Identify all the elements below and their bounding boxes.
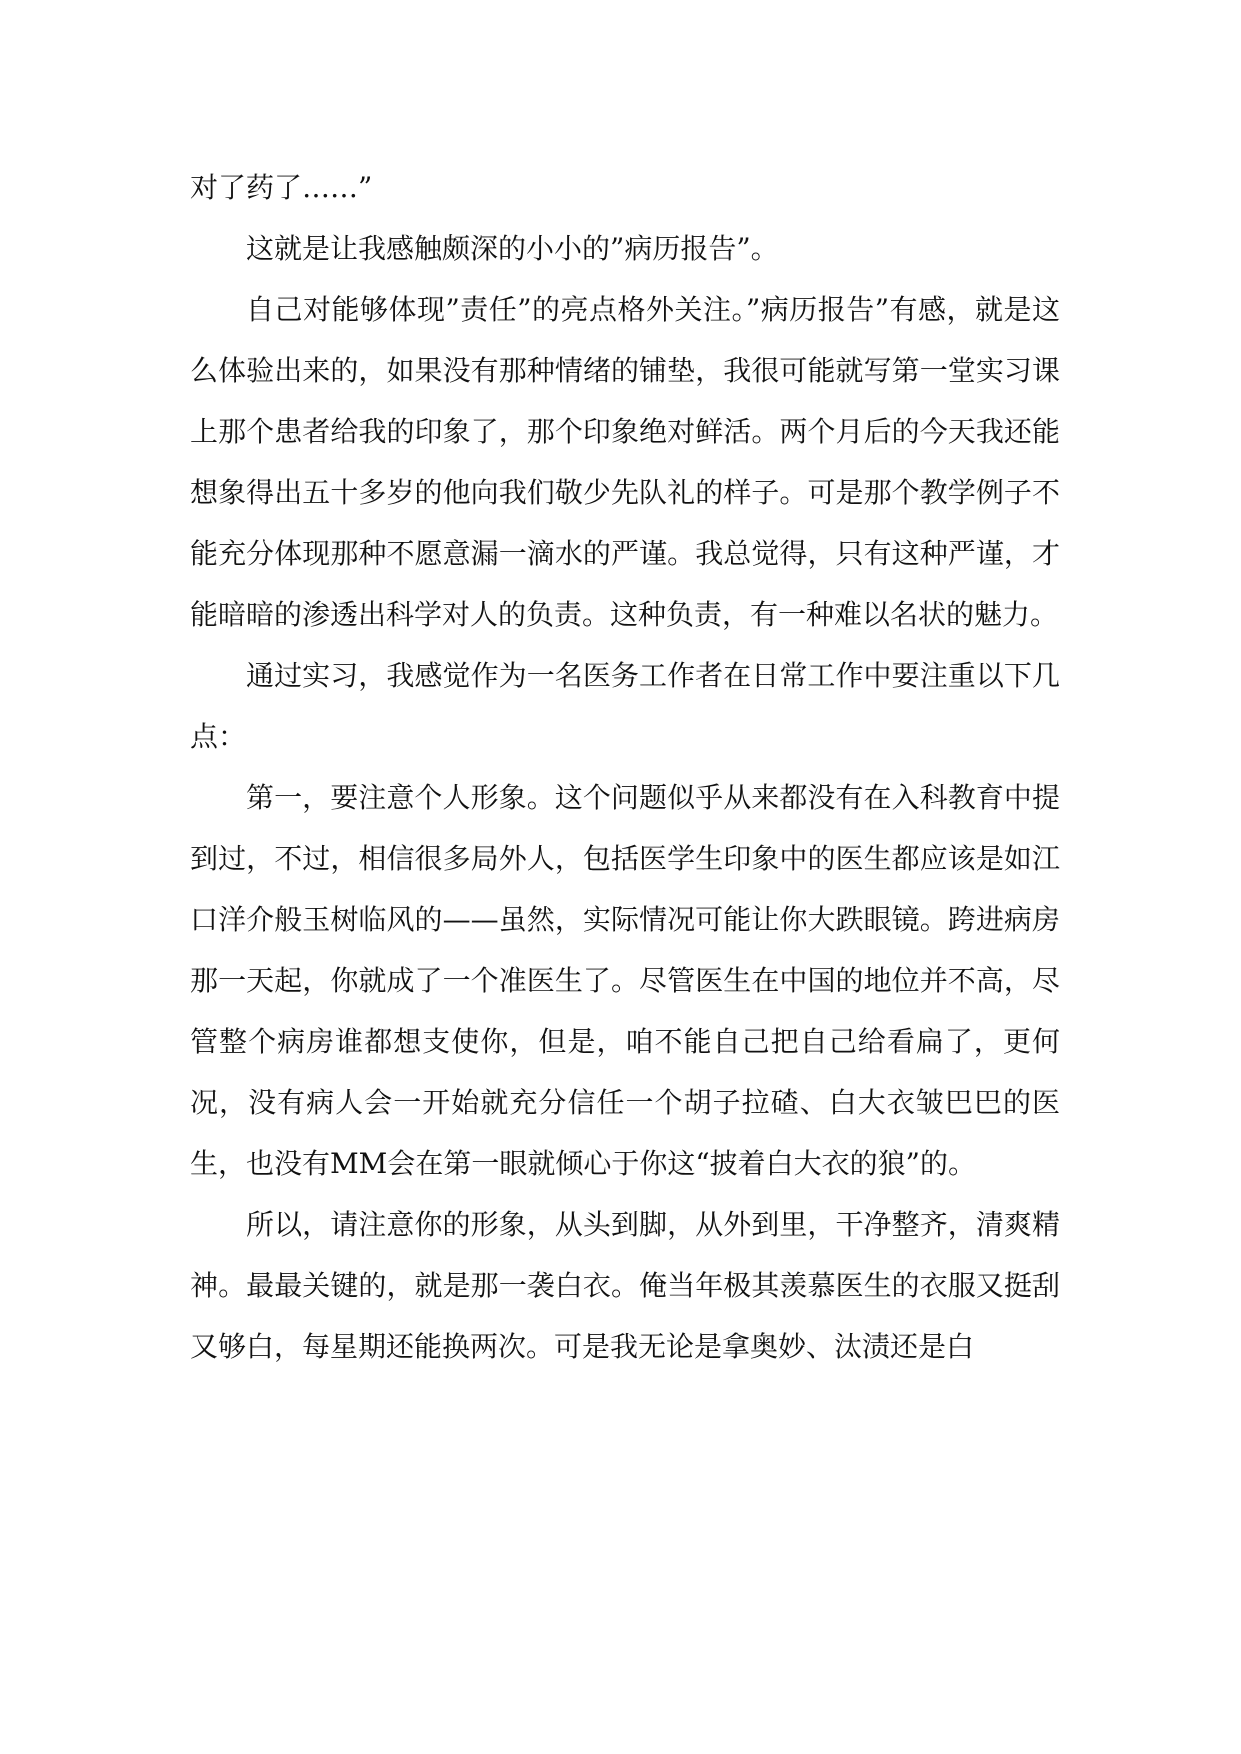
document-body bbox=[190, 157, 1060, 1377]
paragraph-internship-points-intro: 通过实习，我感觉作为一名医务工作者在日常工作中要注重以下几点： bbox=[190, 659, 1060, 753]
paragraph-personal-image: 第一，要注意个人形象。这个问题似乎从来都没有在入科教育中提到过，不过，相信很多局外人，包括医学生印象中的医生都应该是如江口洋介般玉树临风的——虽然，实际情况可能让你大跌眼镜。跨进病房那一天起，你就成了一个准医生了。尽管医生在中国的地位并不高，尽管整个病房谁都想支使你，但是，咱不能自己把自己给看扁了，更何况，没有病人会一开始就充分信任一个胡子拉碴、白大衣皱巴巴的医生，也没有MM会在第一眼就倾心于你这“披着白大衣的狼”的。 bbox=[190, 781, 1060, 1180]
paragraph-medical-report-summary: 这就是让我感触颇深的小小的”病历报告”。 bbox=[246, 232, 779, 265]
paragraph-white-coat: 所以，请注意你的形象，从头到脚，从外到里，干净整齐，清爽精神。最最关键的，就是那一袭白衣。俺当年极其羡慕医生的衣服又挺刮又够白，每星期还能换两次。可是我无论是拿奥妙、汰渍还是白 bbox=[190, 1208, 1060, 1363]
paragraph-responsibility: 自己对能够体现”责任”的亮点格外关注。”病历报告”有感，就是这么体验出来的，如果没有那种情绪的铺垫，我很可能就写第一堂实习课上那个患者给我的印象了，那个印象绝对鲜活。两个月后的今天我还能想象得出五十多岁的他向我们敬少先队礼的样子。可是那个教学例子不能充分体现那种不愿意漏一滴水的严谨。我总觉得，只有这种严谨，才能暗暗的渗透出科学对人的负责。这种负责，有一种难以名状的魅力。 bbox=[190, 293, 1060, 631]
paragraph-continuation: 对了药了……” bbox=[190, 171, 373, 204]
